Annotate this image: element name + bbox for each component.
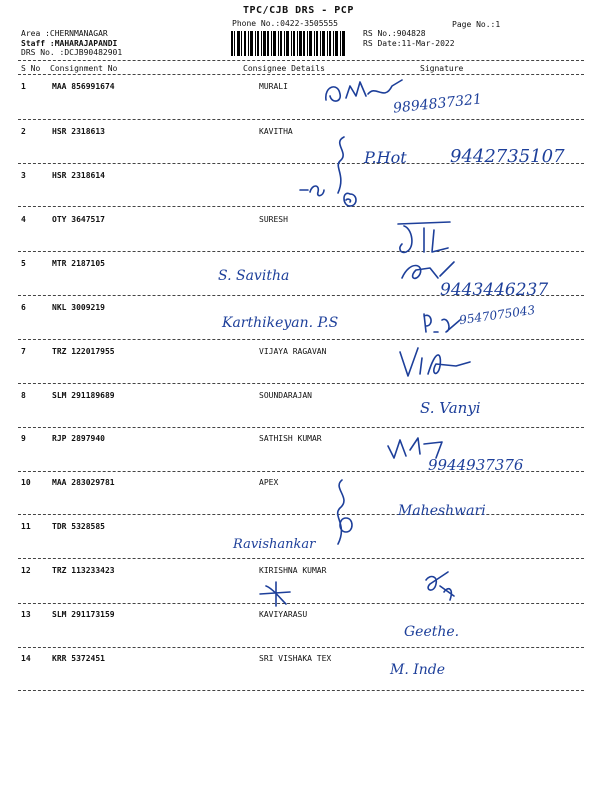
row-consignment: TRZ 113233423	[52, 566, 115, 575]
row-sno: 4	[21, 215, 26, 224]
handwritten-signature: M. Inde	[390, 662, 446, 678]
row-consignment: SLM 291173159	[52, 610, 115, 619]
row-consignment: TDR 5328585	[52, 522, 105, 531]
handwritten-signature	[420, 566, 460, 604]
column-header-consignment: Consignment No	[50, 64, 118, 73]
phone-number: Phone No.:0422-3505555	[232, 19, 338, 28]
handwritten-mark	[256, 580, 296, 608]
row-divider	[18, 339, 584, 340]
column-header-signature: Signature	[420, 64, 464, 73]
row-sno: 2	[21, 127, 26, 136]
row-sno: 7	[21, 347, 26, 356]
handwritten-phone: 9547075043	[458, 302, 536, 328]
handwritten-signature	[320, 72, 420, 112]
handwritten-signature: S. Vanyi	[420, 399, 481, 417]
handwritten-signature	[420, 310, 470, 336]
row-consignee: KAVIYARASU	[259, 610, 308, 619]
row-divider	[18, 383, 584, 384]
row-consignment: RJP 2897940	[52, 434, 105, 443]
row-divider	[18, 251, 584, 252]
row-sno: 8	[21, 391, 26, 400]
row-consignee: SRI VISHAKA TEX	[259, 654, 332, 663]
handwritten-phone: 9894837321	[392, 91, 483, 117]
page-number: Page No.:1	[452, 20, 501, 29]
row-consignment: KRR 5372451	[52, 654, 105, 663]
handwritten-name: S. Savitha	[218, 268, 290, 284]
drs-number: DRS No. :DCJB90482901	[21, 48, 123, 57]
row-consignment: SLM 291189689	[52, 391, 115, 400]
row-consignee: KIRISHNA KUMAR	[259, 566, 327, 575]
handwritten-phone: 9443446237	[440, 280, 549, 300]
row-divider	[18, 514, 584, 515]
row-consignment: MTR 2187105	[52, 259, 105, 268]
row-consignee: MURALI	[259, 82, 288, 91]
row-sno: 3	[21, 171, 26, 180]
handwritten-signature: Geethe.	[404, 624, 460, 640]
row-sno: 13	[21, 610, 31, 619]
handwritten-initial: P.Hot	[364, 148, 407, 167]
row-sno: 1	[21, 82, 26, 91]
handwritten-name: Ravishankar	[233, 537, 316, 552]
row-consignee: SOUNDARAJAN	[259, 391, 312, 400]
handwritten-signature	[398, 256, 468, 286]
handwritten-signature	[390, 218, 470, 258]
handwritten-mark	[298, 180, 368, 212]
row-consignment: NKL 3009219	[52, 303, 105, 312]
row-sno: 6	[21, 303, 26, 312]
barcode	[231, 31, 345, 56]
row-consignment: MAA 283029781	[52, 478, 115, 487]
handwritten-name: Karthikeyan. P.S	[222, 315, 339, 331]
row-consignee: APEX	[259, 478, 279, 487]
handwritten-bracket	[330, 478, 360, 548]
row-divider	[18, 690, 584, 691]
row-consignee: SURESH	[259, 215, 288, 224]
row-sno: 5	[21, 259, 26, 268]
document-title: TPC/CJB DRS - PCP	[243, 5, 354, 16]
row-sno: 11	[21, 522, 31, 531]
column-header-sno: S No	[21, 64, 41, 73]
row-sno: 12	[21, 566, 31, 575]
area-label: Area :CHERNMANAGAR	[21, 29, 108, 38]
row-sno: 14	[21, 654, 31, 663]
rs-date: RS Date:11-Mar-2022	[363, 39, 455, 48]
row-consignment: TRZ 122017955	[52, 347, 115, 356]
row-consignee: SATHISH KUMAR	[259, 434, 322, 443]
handwritten-signature	[396, 344, 476, 384]
row-sno: 10	[21, 478, 31, 487]
handwritten-phone: 9442735107	[450, 146, 565, 167]
row-divider	[18, 427, 584, 428]
row-divider	[18, 558, 584, 559]
row-consignment: OTY 3647517	[52, 215, 105, 224]
row-consignee: KAVITHA	[259, 127, 293, 136]
handwritten-signature: Maheshwari	[398, 503, 486, 519]
row-sno: 9	[21, 434, 26, 443]
row-consignment: HSR 2318614	[52, 171, 105, 180]
row-consignment: HSR 2318613	[52, 127, 105, 136]
row-divider	[18, 119, 584, 120]
divider	[18, 60, 584, 61]
staff-label: Staff :MAHARAJAPANDI	[21, 39, 118, 48]
row-consignee: VIJAYA RAGAVAN	[259, 347, 327, 356]
row-consignment: MAA 856991674	[52, 82, 115, 91]
column-header-consignee: Consignee Details	[243, 64, 325, 73]
rs-number: RS No.:904828	[363, 29, 426, 38]
row-divider	[18, 603, 584, 604]
row-divider	[18, 647, 584, 648]
handwritten-phone: 9944937376	[428, 456, 524, 474]
divider	[18, 74, 584, 75]
